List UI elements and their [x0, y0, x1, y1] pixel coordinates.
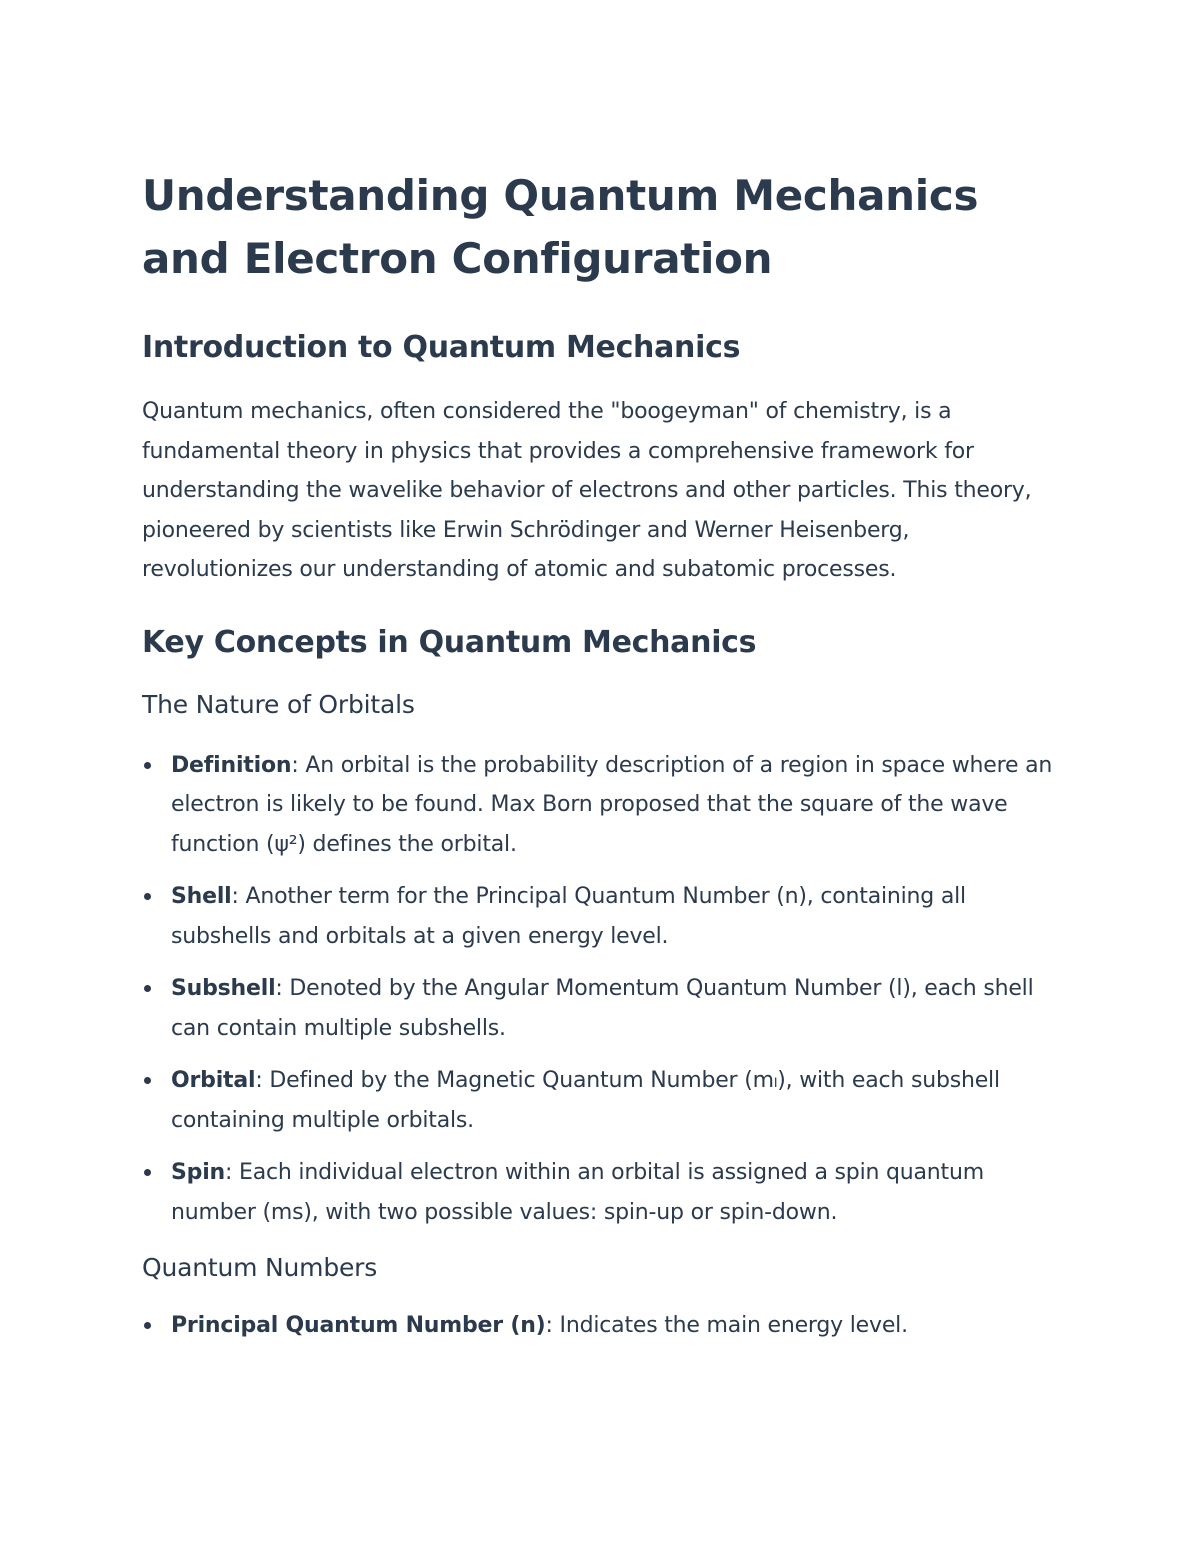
document-page — [142, 164, 1062, 1359]
bullet-icon — [144, 1322, 151, 1329]
list-item-term: Orbital — [171, 1068, 256, 1093]
list-item-text: : Defined by the Magnetic Quantum Number (mₗ), with each subshell containing multiple orbitals. — [171, 1068, 1000, 1133]
list-item-term: Subshell — [171, 976, 276, 1001]
list-item-term: Spin — [171, 1160, 225, 1185]
list-item-text: : Denoted by the Angular Momentum Quantum Number (l), each shell can contain multiple subshells. — [171, 976, 1034, 1041]
list-item — [142, 1306, 1062, 1346]
orbitals-bullet-list — [142, 746, 1062, 1233]
list-item-text: : An orbital is the probability description of a region in space where an electron is likely to be found. Max Born proposed that the square of the wave function (ψ²) defines the orbital. — [171, 752, 1053, 857]
section-heading-introduction: Introduction to Quantum Mechanics — [142, 330, 741, 365]
list-item — [142, 1153, 1062, 1232]
list-item — [142, 1061, 1062, 1140]
list-item-text: : Each individual electron within an orbital is assigned a spin quantum number (ms), with two possible values: spin-up or spin-down. — [171, 1160, 984, 1225]
list-item-text: : Indicates the main energy level. — [545, 1313, 908, 1338]
bullet-icon — [144, 1077, 151, 1084]
bullet-icon — [144, 1169, 151, 1176]
list-item — [142, 877, 1062, 956]
bullet-icon — [144, 985, 151, 992]
bullet-icon — [144, 893, 151, 900]
subsection-heading-quantum-numbers: Quantum Numbers — [142, 1253, 378, 1282]
quantum-numbers-bullet-list — [142, 1306, 1062, 1346]
list-item-text: : Another term for the Principal Quantum Number (n), containing all subshells and orbitals at a given energy level. — [171, 884, 966, 949]
list-item — [142, 746, 1062, 865]
list-item-term: Principal Quantum Number (n) — [171, 1313, 546, 1338]
subsection-heading-nature-of-orbitals: The Nature of Orbitals — [142, 689, 415, 719]
list-item-term: Shell — [171, 884, 232, 909]
bullet-icon — [144, 762, 151, 769]
document-title: Understanding Quantum Mechanics and Electron Configuration — [142, 171, 979, 283]
list-item — [142, 969, 1062, 1048]
section-heading-key-concepts: Key Concepts in Quantum Mechanics — [142, 624, 757, 660]
introduction-paragraph: Quantum mechanics, often considered the "boogeyman" of chemistry, is a fundamental theory in physics that provides a comprehensive framework for understanding the wavelike behavior of electrons and other particles. This theory, pioneered by scientists like Erwin Schrödinger and Werner Heisenberg, revolutionizes our understanding of atomic and subatomic processes. — [142, 399, 1032, 582]
list-item-term: Definition — [171, 752, 292, 778]
